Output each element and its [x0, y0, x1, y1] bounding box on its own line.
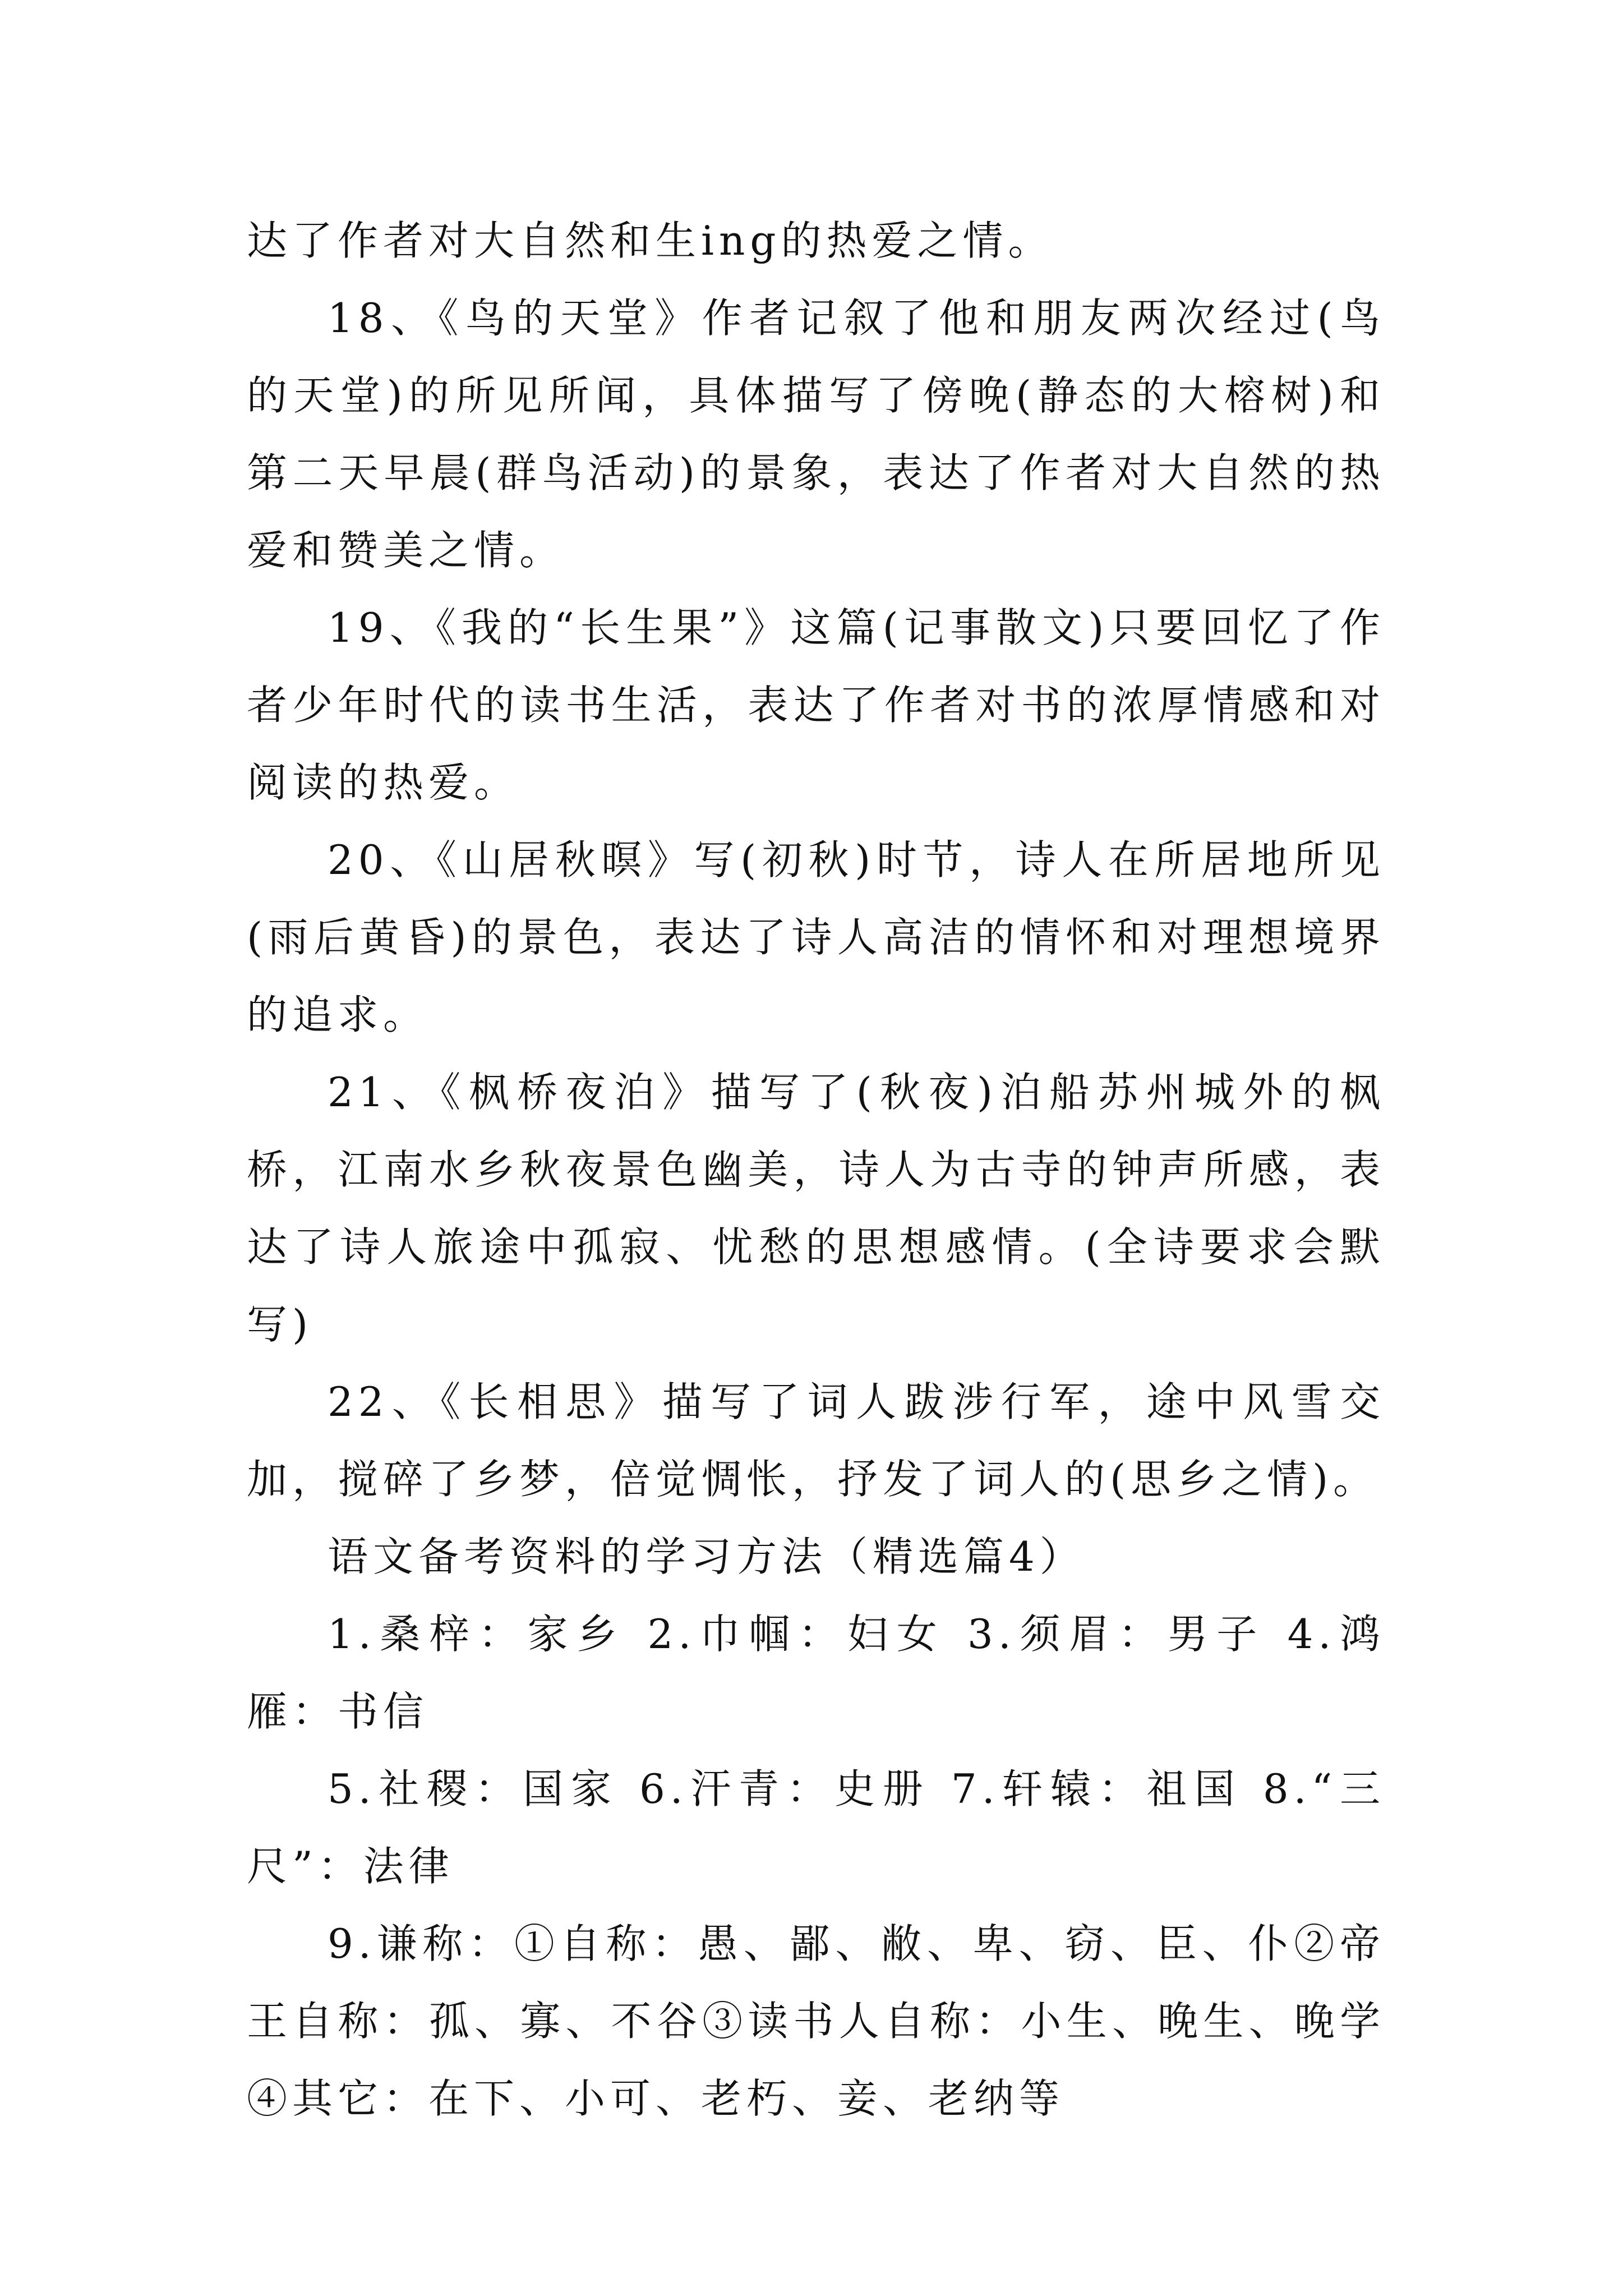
paragraph-terms-1-4: 1.桑梓：家乡 2.巾帼：妇女 3.须眉：男子 4.鸿雁：书信: [247, 1611, 1385, 1735]
paragraph-item-20: 20、《山居秋暝》写(初秋)时节，诗人在所居地所见(雨后黄昏)的景色，表达了诗人高洁的情怀和对理想境界的追求。: [247, 836, 1385, 1038]
paragraph-terms-9: 9.谦称：①自称：愚、鄙、敝、卑、窃、臣、仆②帝王自称：孤、寡、不谷③读书人自称：小生、晚生、晚学④其它：在下、小可、老朽、妾、老纳等: [247, 1920, 1385, 2122]
paragraph-continuation: 达了作者对大自然和生ing的热爱之情。: [247, 217, 1054, 264]
paragraph-item-22: 22、《长相思》描写了词人跋涉行军，途中风雪交加，搅碎了乡梦，倍觉惆怅，抒发了词人的(思乡之情)。: [247, 1378, 1385, 1503]
paragraph-item-21: 21、《枫桥夜泊》描写了(秋夜)泊船苏州城外的枫桥，江南水乡秋夜景色幽美，诗人为古寺的钟声所感，表达了诗人旅途中孤寂、忧愁的思想感情。(全诗要求会默写): [247, 1069, 1385, 1348]
section-heading: 语文备考资料的学习方法（精选篇4）: [328, 1533, 1085, 1580]
document-body: [247, 202, 1385, 2137]
paragraph-item-19: 19、《我的“长生果”》这篇(记事散文)只要回忆了作者少年时代的读书生活，表达了作者对书的浓厚情感和对阅读的热爱。: [247, 604, 1385, 806]
paragraph-terms-5-8: 5.社稷：国家 6.汗青：史册 7.轩辕：祖国 8.“三尺”：法律: [247, 1765, 1385, 1890]
paragraph-item-18: 18、《鸟的天堂》作者记叙了他和朋友两次经过(鸟的天堂)的所见所闻，具体描写了傍晚(静态的大榕树)和第二天早晨(群鸟活动)的景象，表达了作者对大自然的热爱和赞美之情。: [247, 295, 1385, 574]
